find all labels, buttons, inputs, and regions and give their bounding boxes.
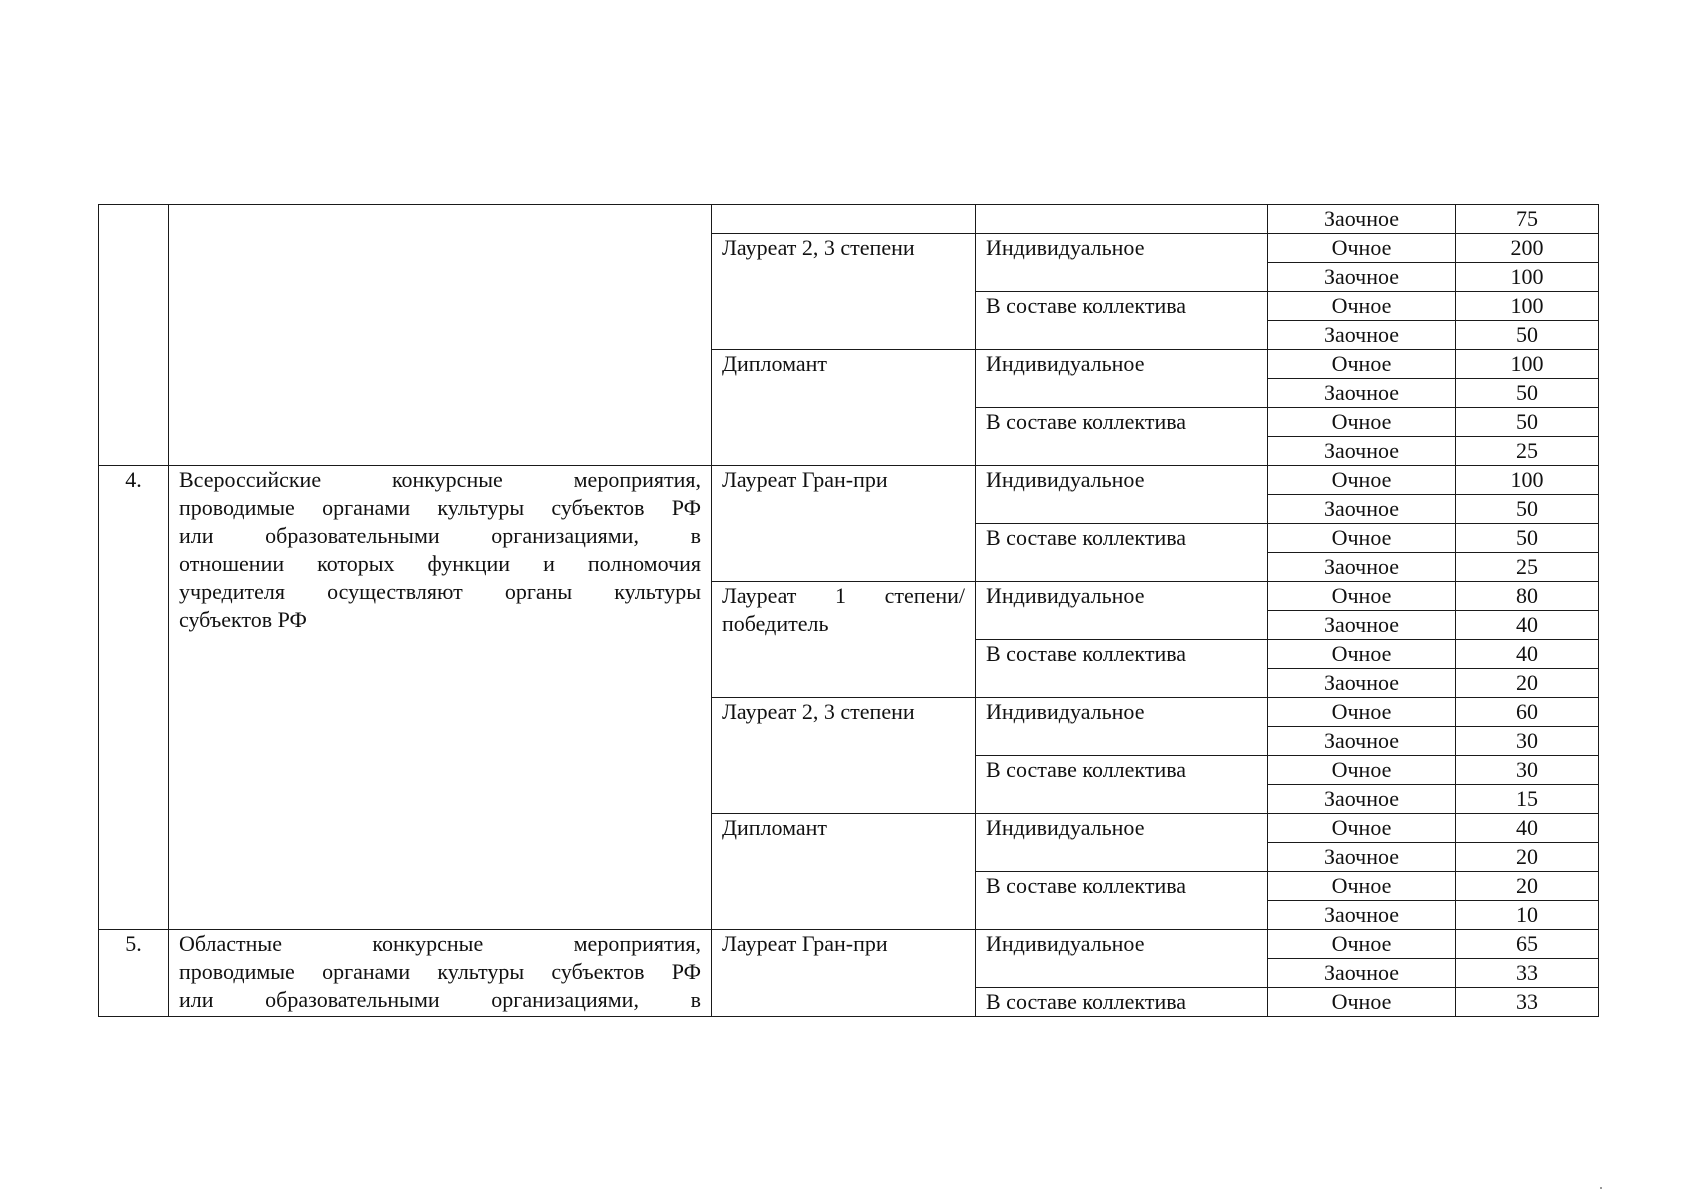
points-value: 15 [1456, 785, 1599, 814]
participation-form: Заочное [1268, 437, 1456, 466]
participation-form: Заочное [1268, 611, 1456, 640]
participation-form: Заочное [1268, 959, 1456, 988]
event-description-line: или образовательными организациями, в [179, 987, 701, 1012]
row-number: 5. [99, 930, 169, 1017]
participation-type: Индивидуальное [976, 698, 1268, 756]
participation-form: Очное [1268, 814, 1456, 843]
points-value: 40 [1456, 640, 1599, 669]
participation-form: Заочное [1268, 321, 1456, 350]
participation-form: Заочное [1268, 553, 1456, 582]
points-value: 20 [1456, 669, 1599, 698]
participation-form: Очное [1268, 698, 1456, 727]
participation-form: Очное [1268, 466, 1456, 495]
participation-type: Индивидуальное [976, 466, 1268, 524]
event-description-line: или образовательными организациями, в [179, 523, 701, 548]
participation-type: Индивидуальное [976, 582, 1268, 640]
table-row [99, 930, 1599, 959]
event-description [169, 930, 712, 1017]
points-value: 20 [1456, 872, 1599, 901]
points-value: 60 [1456, 698, 1599, 727]
participation-type: В составе коллектива [976, 292, 1268, 350]
participation-form: Заочное [1268, 205, 1456, 234]
participation-form: Очное [1268, 756, 1456, 785]
participation-form: Заочное [1268, 263, 1456, 292]
award-level-line: Дипломант [722, 351, 828, 376]
award-level-line: Лауреат 2, 3 степени [722, 235, 915, 260]
participation-form: Заочное [1268, 495, 1456, 524]
table-row [99, 205, 1599, 234]
scan-speck [1600, 1187, 1602, 1189]
points-value: 100 [1456, 350, 1599, 379]
participation-type: В составе коллектива [976, 756, 1268, 814]
participation-form: Заочное [1268, 669, 1456, 698]
participation-type: В составе коллектива [976, 524, 1268, 582]
points-value: 30 [1456, 727, 1599, 756]
participation-type: В составе коллектива [976, 988, 1268, 1017]
points-value: 50 [1456, 321, 1599, 350]
points-value: 20 [1456, 843, 1599, 872]
award-level [712, 234, 976, 350]
points-value: 25 [1456, 437, 1599, 466]
participation-form: Заочное [1268, 785, 1456, 814]
points-value: 100 [1456, 466, 1599, 495]
participation-form: Очное [1268, 408, 1456, 437]
participation-form: Очное [1268, 872, 1456, 901]
participation-type: В составе коллектива [976, 872, 1268, 930]
participation-type [976, 205, 1268, 234]
table-row [99, 466, 1599, 495]
participation-form: Заочное [1268, 727, 1456, 756]
event-description-line: субъектов РФ [179, 607, 307, 632]
participation-type: Индивидуальное [976, 814, 1268, 872]
award-level [712, 582, 976, 698]
award-level-line: Лауреат 1 степени/ [722, 583, 965, 608]
award-level [712, 698, 976, 814]
participation-form: Заочное [1268, 843, 1456, 872]
award-level [712, 814, 976, 930]
points-value: 50 [1456, 408, 1599, 437]
participation-form: Очное [1268, 640, 1456, 669]
points-value: 50 [1456, 379, 1599, 408]
event-description-line: проводимые органами культуры субъектов РФ [179, 495, 701, 520]
participation-form: Очное [1268, 930, 1456, 959]
points-value: 33 [1456, 959, 1599, 988]
points-value: 100 [1456, 292, 1599, 321]
points-value: 25 [1456, 553, 1599, 582]
award-level-line: Лауреат Гран-при [722, 467, 888, 492]
participation-form: Очное [1268, 234, 1456, 263]
participation-form: Очное [1268, 582, 1456, 611]
event-description [169, 205, 712, 466]
scoring-table-body [99, 205, 1599, 1017]
participation-type: Индивидуальное [976, 234, 1268, 292]
points-value: 10 [1456, 901, 1599, 930]
row-number [99, 205, 169, 466]
points-value: 40 [1456, 611, 1599, 640]
participation-form: Очное [1268, 988, 1456, 1017]
points-value: 80 [1456, 582, 1599, 611]
participation-type: В составе коллектива [976, 408, 1268, 466]
points-value: 65 [1456, 930, 1599, 959]
points-value: 50 [1456, 524, 1599, 553]
points-value: 75 [1456, 205, 1599, 234]
scoring-table [98, 204, 1599, 1017]
participation-form: Очное [1268, 350, 1456, 379]
award-level [712, 205, 976, 234]
award-level [712, 350, 976, 466]
participation-type: Индивидуальное [976, 350, 1268, 408]
event-description-line: проводимые органами культуры субъектов РФ [179, 959, 701, 984]
participation-type: В составе коллектива [976, 640, 1268, 698]
points-value: 100 [1456, 263, 1599, 292]
row-number: 4. [99, 466, 169, 930]
participation-form: Очное [1268, 292, 1456, 321]
award-level-line: победитель [722, 611, 829, 636]
participation-form: Очное [1268, 524, 1456, 553]
event-description-line: Областные конкурсные мероприятия, [179, 931, 701, 956]
event-description-line: учредителя осуществляют органы культуры [179, 579, 701, 604]
event-description-line: Всероссийские конкурсные мероприятия, [179, 467, 701, 492]
award-level-line: Лауреат Гран-при [722, 931, 888, 956]
event-description [169, 466, 712, 930]
award-level [712, 466, 976, 582]
points-value: 40 [1456, 814, 1599, 843]
points-value: 33 [1456, 988, 1599, 1017]
participation-type: Индивидуальное [976, 930, 1268, 988]
points-value: 30 [1456, 756, 1599, 785]
award-level [712, 930, 976, 1017]
award-level-line: Дипломант [722, 815, 828, 840]
points-value: 200 [1456, 234, 1599, 263]
points-value: 50 [1456, 495, 1599, 524]
event-description-line: отношении которых функции и полномочия [179, 551, 701, 576]
participation-form: Заочное [1268, 901, 1456, 930]
award-level-line: Лауреат 2, 3 степени [722, 699, 915, 724]
participation-form: Заочное [1268, 379, 1456, 408]
